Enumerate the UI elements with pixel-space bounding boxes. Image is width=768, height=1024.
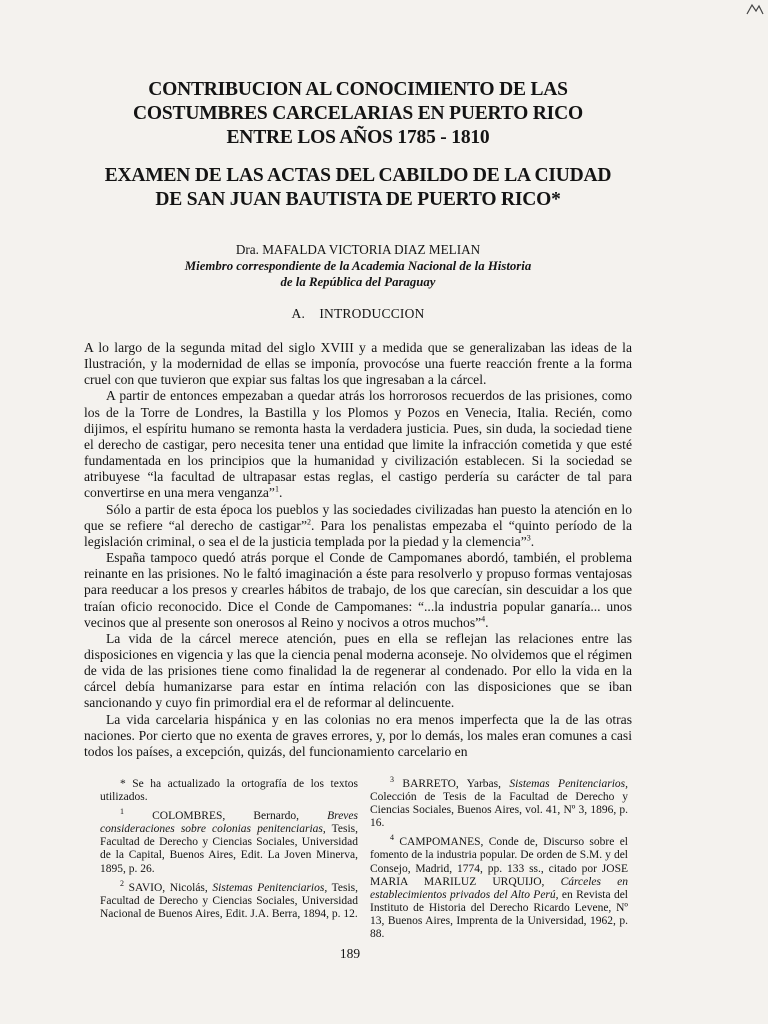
paragraph-4 <box>84 550 632 631</box>
author-affiliation-1: Miembro correspondiente de la Academia Nacional de la Historia <box>184 259 532 273</box>
footnote-title: Cárceles en establecimientos privados del Alto Perú, <box>370 875 629 901</box>
page-number: 189 <box>339 946 361 961</box>
footnote-text: Tesis, Facultad de Derecho y Ciencias Sociales, Universidad de la Capital, Buenos Aires, Edit. La Joven Minerva, 1895, p. 26. <box>100 823 359 875</box>
section-title: INTRODUCCION <box>319 306 425 321</box>
paragraph-text: La vida de la cárcel merece atención, pues en ella se reflejan las relaciones entre las disposiciones en vigencia y las que la ciencia penal moderna aconseje. No olvidemos que el régimen de vida de las prisiones tiene como finalidad la de regenerar al condenado. Por ello la vida en la cárcel debía humanizarse para estar en íntima relación con las disposiciones que se iban sancionando y cuyo fin primordial era el de reformar al delincuente. <box>84 630 632 711</box>
subtitle-line-2: DE SAN JUAN BAUTISTA DE PUERTO RICO* <box>155 189 561 210</box>
footnote-text: SAVIO, Nicolás, <box>128 881 213 894</box>
footnote-mark: 3 <box>390 775 394 785</box>
paragraph-text: A partir de entonces empezaban a quedar atrás los horrorosos recuerdos de las prisiones, como los de la Torre de Londres, la Bastilla y los Plomos y Pozos en Venecia, Italia. Recién, como dijimos, el espíritu humano se remonta hasta la verdadera justicia. Pues, sin duda, la sociedad tiene el derecho de castigar, pero necesita tener una entidad que limite la infracción cometida y que esté fundamentada en los principios que la humanidad y civilización establecen. Si la sociedad se atribuyese “la facultad de ultrapasar estas reglas, el castigo perdería su carácter de tal para convertirse en una mera venganza” <box>84 388 632 501</box>
footnote-ref-3[interactable]: 3 <box>526 533 531 543</box>
footnote-ref-2[interactable]: 2 <box>307 517 311 527</box>
paragraph-6 <box>84 712 632 760</box>
paragraph-text: España tampoco quedó atrás porque el Conde de Campomanes abordó, también, el problema reinante en las prisiones. No le faltó imaginación a éste para resolverlo y propuso formas ventajosas para reeducar a los presos y crearles hábitos de trabajo, de los que carecían, sin descuidar a los que traían oficio reconocido. Dice el Conde de Campomanes: “...la industria popular ganaría... unos vecinos que al presente son onerosos al Reino y nocivos a otros muchos” <box>84 550 632 630</box>
paragraph-tail: . <box>530 533 535 549</box>
footnote-text: en Revista del Instituto de Historia del Derecho Ricardo Levene, Nº 13, Buenos Aires, Imprenta de la Universidad, 1962, p. 88. <box>370 888 628 941</box>
footnote-3 <box>370 775 628 830</box>
footnote-mark: * <box>120 778 126 790</box>
article-page <box>84 78 632 760</box>
article-title <box>84 78 632 150</box>
footnote-text: Se ha actualizado la ortografía de los textos utilizados. <box>100 778 359 804</box>
paragraph-5 <box>84 631 632 712</box>
paragraph-text: Sólo a partir de esta época los pueblos y las sociedades civilizadas han puesto la atención en lo que se refiere “al derecho de castigar” <box>84 501 632 533</box>
footnote-ref-4[interactable]: 4 <box>481 614 486 624</box>
article-body <box>84 340 632 760</box>
footnote-mark: 2 <box>120 878 124 888</box>
footnote-text: Colección de Tesis de la Facultad de Derecho y Ciencias Sociales, Buenos Aires, vol. 41, Nº 3, 1896, p. 16. <box>370 791 628 830</box>
footnotes-left-column <box>100 778 358 927</box>
section-heading <box>84 306 632 322</box>
footnote-star <box>100 778 358 804</box>
paragraph-2 <box>84 388 632 501</box>
author-block <box>84 242 632 290</box>
footnote-text: Tesis, Facultad de Derecho y Ciencias Sociales, Universidad Nacional de Buenos Aires, Edit. J.A. Berra, 1894, p. 12. <box>100 881 358 920</box>
footnote-1 <box>100 807 359 875</box>
paragraph-tail: . Para los penalistas empezaba el “quinto período de la legislación criminal, o sea el de la justicia templada por la piedad y la clemencia” <box>84 517 632 549</box>
footnote-4 <box>370 833 629 941</box>
paragraph-text: A lo largo de la segunda mitad del siglo XVIII y a medida que se generalizaban las ideas de la Ilustración, y la modernidad de ellas se imponía, provocóse una fuerte reacción frente a la forma cruel con que tuvieron que expiar sus faltas los que ingresaban a la cárcel. <box>84 340 632 388</box>
subtitle-line-1: EXAMEN DE LAS ACTAS DEL CABILDO DE LA CIUDAD <box>104 165 612 186</box>
paragraph-tail: . <box>485 614 489 630</box>
title-line-1: CONTRIBUCION AL CONOCIMIENTO DE LAS <box>148 79 568 100</box>
paragraph-1 <box>84 340 632 388</box>
title-line-2: COSTUMBRES CARCELARIAS EN PUERTO RICO <box>133 103 583 124</box>
section-number: A. <box>291 306 306 321</box>
footnote-text: BARRETO, Yarbas, <box>402 778 510 790</box>
paragraph-text: La vida carcelaria hispánica y en las colonias no era menos imperfecta que la de las otras naciones. Por cierto que no exenta de graves errores, y, por lo demás, los males eran comunes a casi todos los países, a excepción, quizás, del funcionamiento carcelario en <box>84 711 632 759</box>
footnote-2 <box>100 878 358 921</box>
footnote-text: COLOMBRES, Bernardo, <box>152 810 328 823</box>
footnote-ref-1[interactable]: 1 <box>274 484 279 494</box>
footnote-mark: 1 <box>120 807 124 817</box>
footnote-mark: 4 <box>390 833 394 843</box>
page-corner-mark <box>746 2 764 16</box>
footnote-title: Breves consideraciones sobre colonias penitenciarias, <box>100 810 358 836</box>
author-affiliation-2: de la República del Paraguay <box>280 275 436 289</box>
footnote-title: Sistemas Penitenciarios, <box>212 881 328 894</box>
title-line-3: ENTRE LOS AÑOS 1785 - 1810 <box>226 127 490 148</box>
footnote-text: CAMPOMANES, Conde de, Discurso sobre el fomento de la industria popular. De orden de S.M. y del Consejo, Madrid, 1774, pp. 133 ss., citado por JOSE MARIA MARILUZ URQUIJO, <box>370 836 628 888</box>
paragraph-3 <box>84 502 632 550</box>
footnotes-right-column <box>370 775 629 947</box>
footnote-title: Sistemas Penitenciarios, <box>509 778 628 790</box>
article-subtitle <box>84 164 632 212</box>
author-name: Dra. MAFALDA VICTORIA DIAZ MELIAN <box>235 242 481 257</box>
paragraph-tail: . <box>278 485 283 501</box>
